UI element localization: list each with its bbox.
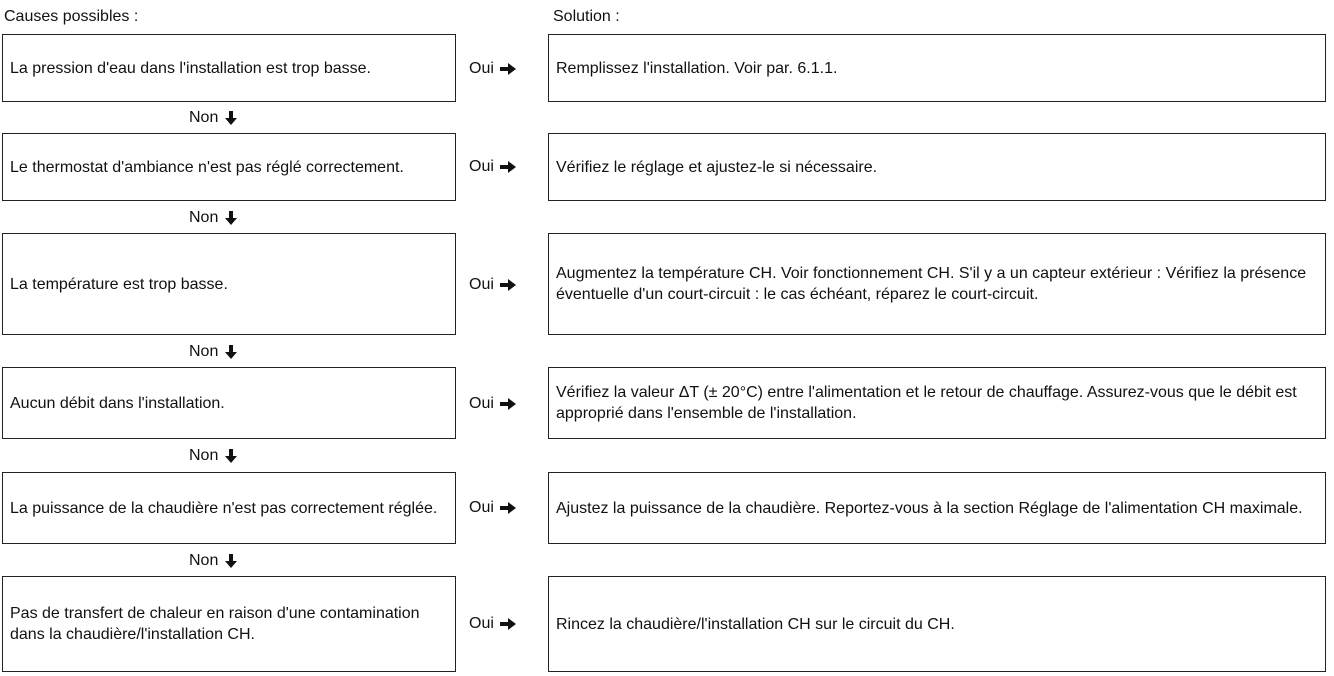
solution-text-4: Vérifiez la valeur ΔT (± 20°C) entre l'alimentation et le retour de chauffage. Assurez-vous que le débit est approprié dans l'ensemble de l'installation. <box>556 384 1297 422</box>
cause-text-1: La pression d'eau dans l'installation est trop basse. <box>10 59 371 77</box>
cause-text-6: Pas de transfert de chaleur en raison d'une contamination dans la chaudière/l'installation CH. <box>10 605 420 643</box>
arrow-down-icon <box>225 211 237 225</box>
arrow-right-icon <box>500 618 516 630</box>
yes-label-1: Oui <box>469 60 494 77</box>
arrow-right-icon <box>500 63 516 75</box>
solution-box-4 <box>548 367 1326 439</box>
arrow-right-icon <box>500 398 516 410</box>
arrow-down-icon <box>225 449 237 463</box>
arrow-right-icon <box>500 502 516 514</box>
yes-connector-1 <box>469 59 516 79</box>
yes-label-5: Oui <box>469 499 494 516</box>
arrow-down-icon <box>225 111 237 125</box>
no-connector-5 <box>189 551 237 571</box>
cause-box-3 <box>2 233 456 335</box>
cause-box-4 <box>2 367 456 439</box>
solution-text-3: Augmentez la température CH. Voir fonctionnement CH. S'il y a un capteur extérieur : Vérifiez la présence éventuelle d'un court-circuit : le cas échéant, réparez le court-circuit. <box>556 265 1307 303</box>
solution-text-6: Rincez la chaudière/l'installation CH sur le circuit du CH. <box>556 615 955 633</box>
arrow-down-icon <box>225 554 237 568</box>
no-label-2: Non <box>189 209 219 226</box>
arrow-right-icon <box>500 279 516 291</box>
no-label-5: Non <box>189 552 219 569</box>
causes-header: Causes possibles : <box>4 8 139 25</box>
arrow-right-icon <box>500 161 516 173</box>
yes-connector-4 <box>469 394 516 414</box>
solution-box-3 <box>548 233 1326 335</box>
cause-box-1 <box>2 34 456 102</box>
cause-text-2: Le thermostat d'ambiance n'est pas réglé correctement. <box>10 158 404 176</box>
yes-connector-6 <box>469 614 516 634</box>
yes-connector-2 <box>469 157 516 177</box>
no-connector-4 <box>189 446 237 466</box>
no-label-4: Non <box>189 447 219 464</box>
yes-connector-3 <box>469 275 516 295</box>
no-label-1: Non <box>189 109 219 126</box>
solution-header: Solution : <box>553 8 620 25</box>
cause-box-2 <box>2 133 456 201</box>
no-connector-1 <box>189 108 237 128</box>
solution-box-6 <box>548 576 1326 672</box>
solution-text-5: Ajustez la puissance de la chaudière. Reportez-vous à la section Réglage de l'alimentation CH maximale. <box>556 499 1303 517</box>
cause-box-5 <box>2 472 456 544</box>
yes-connector-5 <box>469 498 516 518</box>
cause-box-6 <box>2 576 456 672</box>
arrow-down-icon <box>225 345 237 359</box>
solution-text-2: Vérifiez le réglage et ajustez-le si nécessaire. <box>556 158 878 176</box>
yes-label-4: Oui <box>469 395 494 412</box>
no-label-3: Non <box>189 343 219 360</box>
cause-text-5: La puissance de la chaudière n'est pas correctement réglée. <box>10 499 438 517</box>
yes-label-2: Oui <box>469 158 494 175</box>
yes-label-3: Oui <box>469 276 494 293</box>
cause-text-3: La température est trop basse. <box>10 275 228 293</box>
solution-box-5 <box>548 472 1326 544</box>
no-connector-3 <box>189 342 237 362</box>
solution-text-1: Remplissez l'installation. Voir par. 6.1.1. <box>556 59 838 77</box>
cause-text-4: Aucun débit dans l'installation. <box>10 394 225 412</box>
solution-box-2 <box>548 133 1326 201</box>
solution-box-1 <box>548 34 1326 102</box>
yes-label-6: Oui <box>469 615 494 632</box>
no-connector-2 <box>189 208 237 228</box>
